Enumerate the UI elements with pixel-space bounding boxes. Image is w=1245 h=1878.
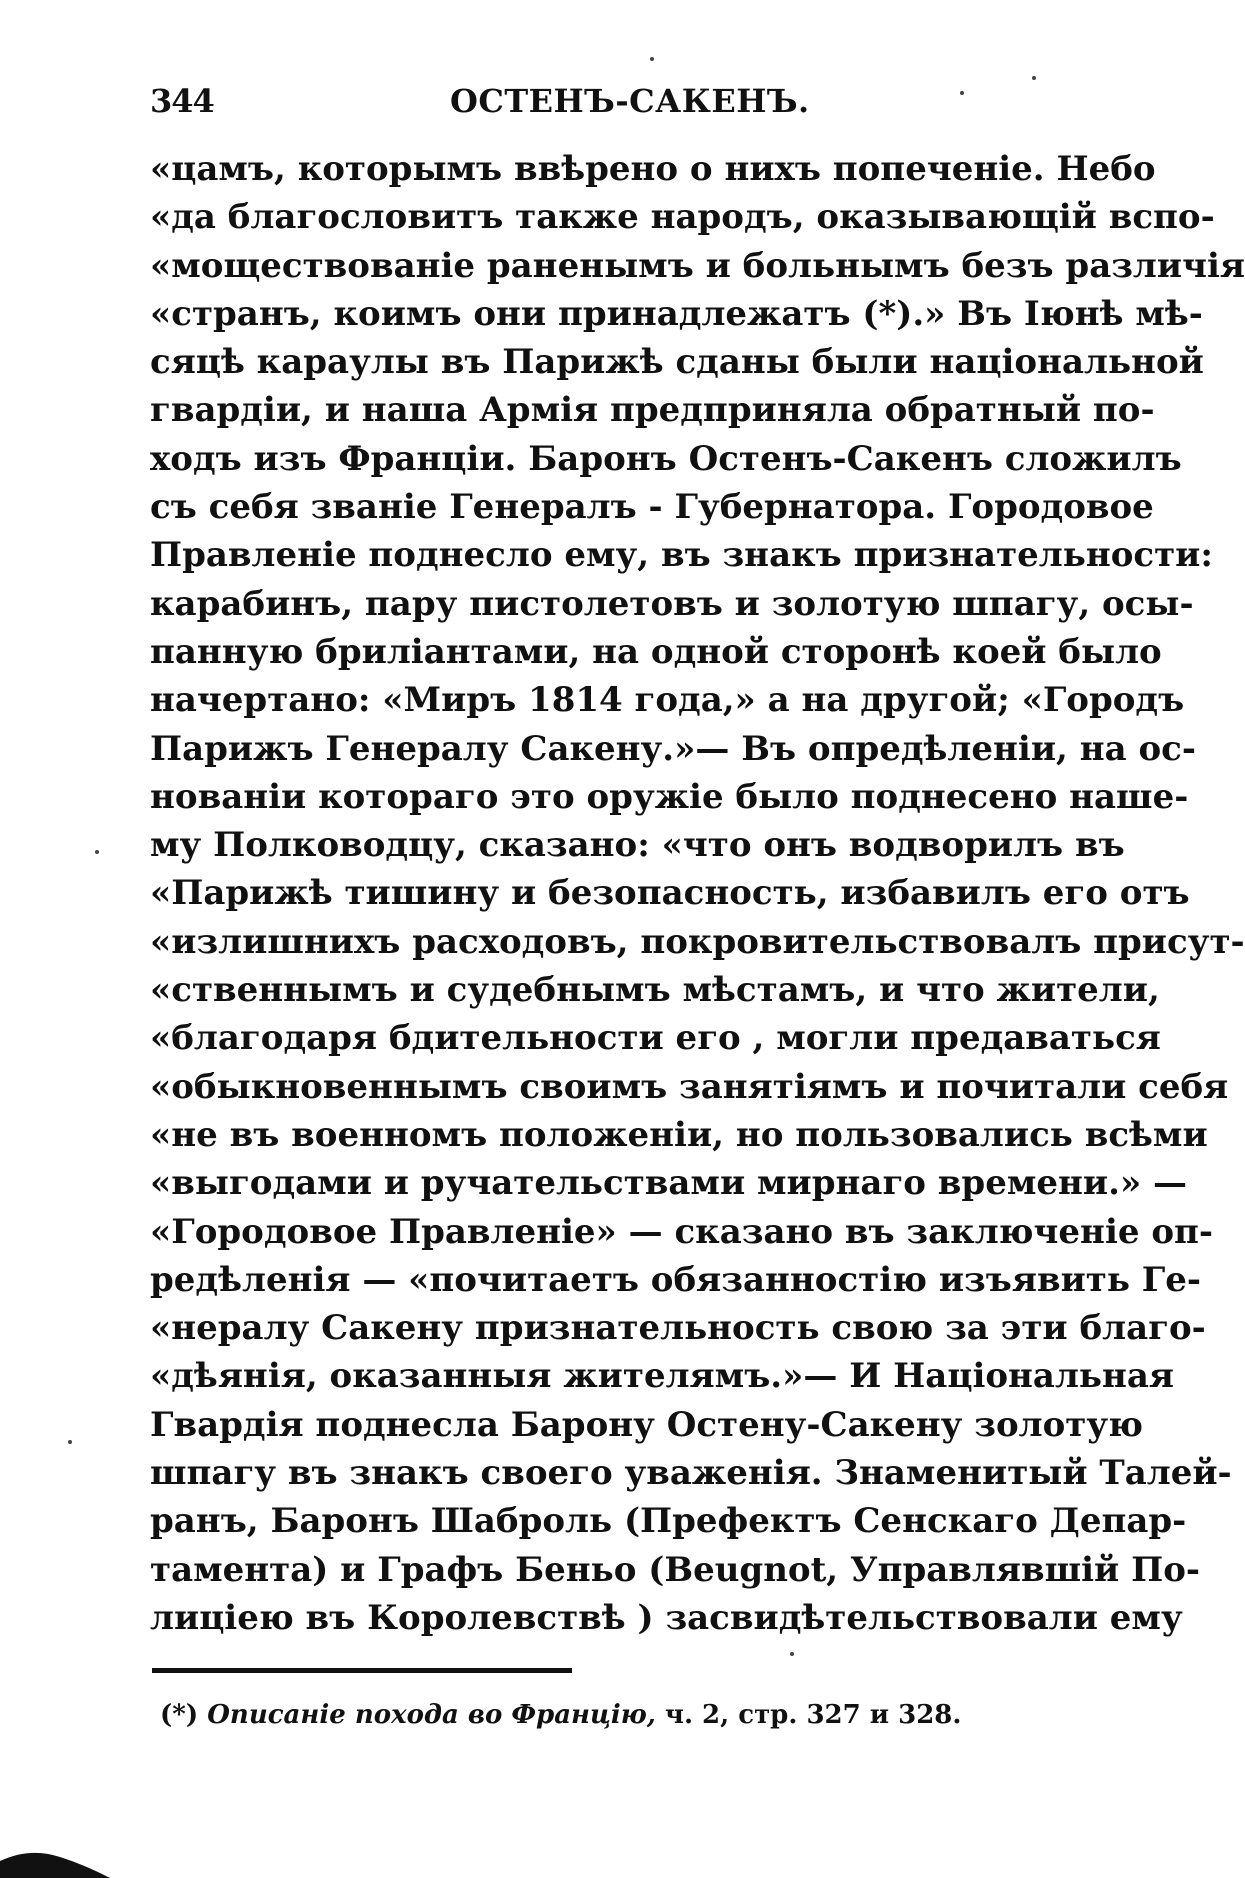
text-line: карабинъ, пару пистолетовъ и золотую шпагу, осы- bbox=[150, 583, 1194, 624]
footnote bbox=[160, 1700, 962, 1730]
paper-speck bbox=[790, 1652, 794, 1656]
text-line: Правленіе поднесло ему, въ знакъ признательности: bbox=[150, 535, 1213, 576]
text-line: му Полководцу, сказано: «что онъ водворилъ въ bbox=[150, 825, 1125, 866]
text-line: «дѣянія, оказанныя жителямъ.»— И Національная bbox=[150, 1356, 1175, 1397]
paper-speck bbox=[95, 850, 99, 854]
footnote-divider bbox=[152, 1668, 572, 1673]
page-number: 344 bbox=[150, 82, 214, 120]
body-text bbox=[150, 145, 1245, 1642]
footnote-reference: ч. 2, стр. 327 и 328. bbox=[655, 1700, 962, 1730]
text-line: «обыкновеннымъ своимъ занятіямъ и почитали себя bbox=[150, 1066, 1229, 1107]
running-title: ОСТЕНЪ-САКЕНЪ. bbox=[450, 82, 810, 120]
paper-speck bbox=[1032, 76, 1036, 80]
footnote-title: Описаніе похода во Францію, bbox=[207, 1700, 656, 1730]
text-line: панную бриліантами, на одной сторонѣ коей было bbox=[150, 631, 1162, 672]
text-line: «благодаря бдительности его , могли предаваться bbox=[150, 1018, 1161, 1059]
text-line: Гвардія поднесла Барону Остену-Сакену золотую bbox=[150, 1404, 1144, 1445]
text-line: лиціею въ Королевствѣ ) засвидѣтельствовали ему bbox=[150, 1597, 1183, 1638]
text-line: ходъ изъ Франціи. Баронъ Остенъ-Сакенъ сложилъ bbox=[150, 438, 1182, 479]
text-line: Парижъ Генералу Сакену.»— Въ опредѣленіи, на ос- bbox=[150, 728, 1196, 769]
page-edge-mark bbox=[0, 1843, 110, 1878]
text-line: «нералу Сакену признательность свою за эти благо- bbox=[150, 1308, 1206, 1349]
text-line: «не въ военномъ положеніи, но пользовались всѣми bbox=[150, 1114, 1208, 1155]
text-line: начертано: «Миръ 1814 года,» а на другой; «Городъ bbox=[150, 680, 1185, 721]
text-line: «выгодами и ручательствами мирнаго времени.» — bbox=[150, 1163, 1188, 1204]
text-line: редѣленія — «почитаетъ обязанностію изъявить Ге- bbox=[150, 1259, 1201, 1300]
text-line: «Городовое Правленіе» — сказано въ заключеніе оп- bbox=[150, 1211, 1213, 1252]
footnote-marker: (*) bbox=[160, 1700, 199, 1730]
text-line: «ственнымъ и судебнымъ мѣстамъ, и что жители, bbox=[150, 970, 1160, 1011]
paper-speck bbox=[68, 1440, 72, 1444]
text-line: «моществованіе раненымъ и больнымъ безъ различія bbox=[150, 245, 1245, 286]
text-line: «да благословитъ также народъ, оказывающій вспо- bbox=[150, 197, 1215, 238]
text-line: «странъ, коимъ они принадлежатъ (*).» Въ Іюнѣ мѣ- bbox=[150, 293, 1203, 334]
text-line: «Парижѣ тишину и безопасность, избавилъ его отъ bbox=[150, 873, 1190, 914]
text-line: «излишнихъ расходовъ, покровительствовалъ присут- bbox=[150, 921, 1245, 962]
text-line: нованіи котораго это оружіе было поднесено нашe- bbox=[150, 776, 1189, 817]
text-line: «цамъ, которымъ ввѣрено о нихъ попеченіе. Небо bbox=[150, 149, 1156, 189]
page-header bbox=[150, 82, 1060, 132]
text-line: ранъ, Баронъ Шаброль (Префектъ Сенскаго Депар- bbox=[150, 1501, 1187, 1542]
text-line: гвардіи, и наша Армія предприняла обратный по- bbox=[150, 390, 1155, 431]
text-line: шпагу въ знакъ своего уваженія. Знаменитый Талей- bbox=[150, 1453, 1232, 1494]
text-line: тамента) и Графъ Беньо (Beugnot, Управлявшій По- bbox=[150, 1549, 1200, 1590]
paper-speck bbox=[650, 57, 654, 61]
text-line: съ себя званіе Генералъ - Губернатора. Городовое bbox=[150, 487, 1154, 528]
text-line: сяцѣ караулы въ Парижѣ сданы были національной bbox=[150, 342, 1204, 383]
paper-speck bbox=[960, 91, 964, 95]
